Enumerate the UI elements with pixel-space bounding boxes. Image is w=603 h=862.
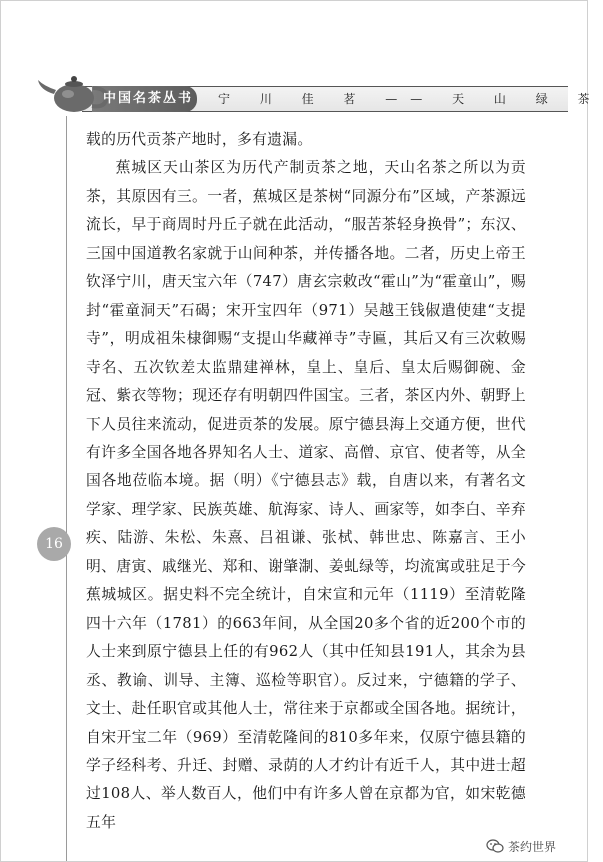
margin-rule	[66, 116, 67, 861]
paragraph: 载的历代贡茶产地时，多有遗漏。	[86, 131, 313, 148]
page-number: 16	[37, 527, 71, 561]
watermark-text: 茶约世界	[508, 839, 557, 854]
series-title: 中国名茶丛书	[103, 91, 194, 106]
body-text	[86, 126, 526, 837]
teapot-logo-icon	[34, 68, 114, 116]
watermark	[486, 836, 556, 856]
paragraph: 蕉城区天山茶区为历代产制贡茶之地，天山名茶之所以为贡茶，其原因有三。一者，蕉城区是茶树“同源分布”区域，产茶源远流长，早于商周时丹丘子就在此活动，“服苦茶轻身换骨”；东汉、三国中国道教名家就于山间种茶，并传播各地。二者，历史上帝王钦泽宁川，唐天宝六年（747）唐玄宗敕改“霍山”为“霍童山”，赐封“霍童洞天”石碣；宋开宝四年（971）吴越王钱俶遣使建“支提寺”，明成祖朱棣御赐“支提山华藏禅寺”寺匾，其后又有三次敕赐寺名、五次钦差太监鼎建禅林，皇上、皇后、皇太后赐御碗、金冠、紫衣等物；现还存有明朝四件国宝。三者，茶区内外、朝野上下人员往来流动，促进贡茶的发展。原宁德县海上交通方便，世代有许多全国各地各界知名人士、道家、高僧、京官、使者等，从全国各地莅临本境。据（明）《宁德县志》载，自唐以来，有著名文学家、理学家、民族英雄、航海家、诗人、画家等，如李白、辛弃疾、陆游、朱松、朱熹、吕祖谦、张栻、韩世忠、陈嘉言、王小明、唐寅、戚继光、郑和、谢肇淛、姜虬绿等，均流寓或驻足于今蕉城城区。据史料不完全统计，自宋宣和元年（1119）至清乾隆四十六年（1781）的663年间，从全国20多个省的近200个市的人士来到原宁德县上任的有962人（其中任知县191人，其余为县丞、教谕、训导、主簿、巡检等职官）。反过来，宁德籍的学子、文士、赴任职官或其他人士，常往来于京都或全国各地。据统计，自宋开宝二年（969）至清乾隆间的810多年来，仅原宁德县籍的学子经科考、升迁、封赠、录荫的人才约计有近千人，其中进士超过108人、举人数百人，他们中有许多人曾在京都为官，如宋乾德五年	[86, 159, 526, 831]
running-head: 宁 川 佳 茗 —— 天 山 绿 茶	[218, 92, 603, 106]
wechat-icon	[486, 839, 504, 853]
